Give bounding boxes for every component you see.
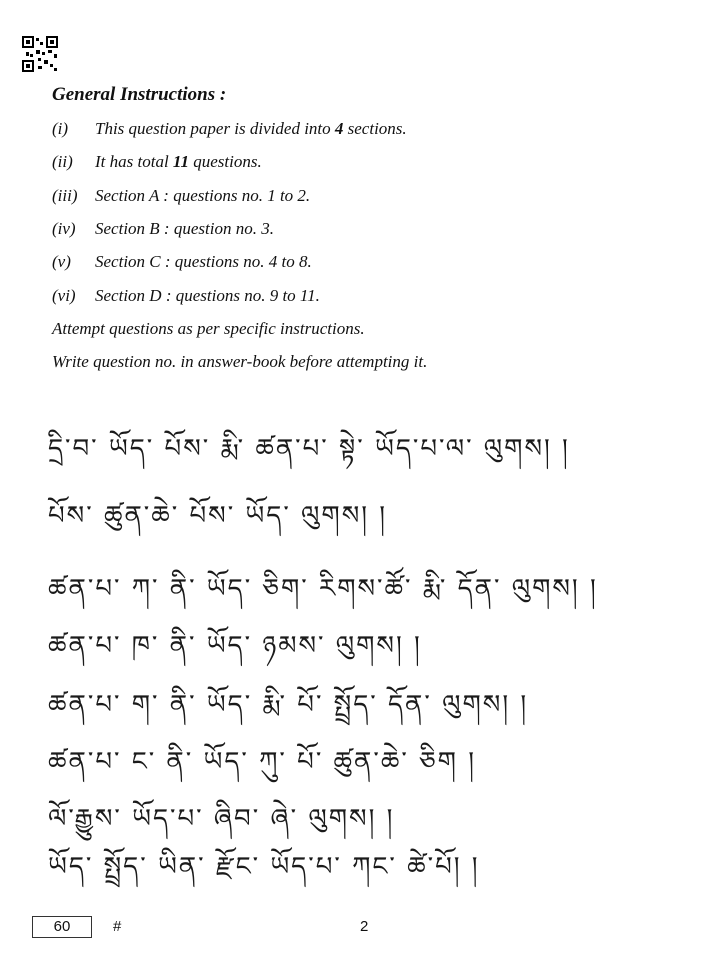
- instruction-item: [52, 219, 274, 239]
- page-number: 2: [360, 918, 369, 935]
- tibetan-instruction-line: པོས་ ཚུན་ཆེ་ པོས་ ཡོད་ ལུགས། །: [48, 501, 388, 531]
- instruction-text: Section B : question no. 3.: [95, 219, 274, 238]
- instruction-number: (vi): [52, 286, 76, 305]
- tibetan-instruction-line: ཚན་པ་ ཀ་ ནི་ ཡོད་ ཅིག་ རིགས་ཚོ་ རྨི་ དོན་ ལུགས། །: [48, 574, 598, 604]
- paper-code-box: 60: [32, 916, 92, 938]
- instruction-text: Section D : questions no. 9 to 11.: [95, 286, 320, 305]
- instruction-item: [52, 186, 310, 206]
- tibetan-instruction-line: ཡོད་ སྤྲོད་ ཡིན་ རྫོང་ ཡོད་པ་ ཀང་ ཚེ་པོ། །: [48, 852, 480, 882]
- tibetan-instruction-line: དྲི་བ་ ཡོད་ པོས་ རྨི་ ཚན་པ་ སྟེ་ ཡོད་པ་ལ་ ལུགས། །: [48, 434, 570, 464]
- instruction-text: Section A : questions no. 1 to 2.: [95, 186, 311, 205]
- qr-code-icon: [22, 36, 58, 72]
- tibetan-instruction-line: ཚན་པ་ ཁ་ ནི་ ཡོད་ ཉམས་ ལུགས། །: [48, 631, 422, 661]
- instruction-bold: 11: [172, 152, 189, 171]
- instruction-number: (ii): [52, 152, 73, 171]
- instruction-number: (iv): [52, 219, 76, 238]
- instruction-bold: 4: [334, 119, 344, 138]
- instruction-number: (iii): [52, 186, 78, 205]
- footer-hash: #: [113, 918, 122, 935]
- instruction-number: (v): [52, 252, 71, 271]
- instruction-item: [52, 286, 320, 306]
- instruction-item: [52, 152, 262, 172]
- general-instructions-heading: General Instructions :: [52, 84, 227, 105]
- instruction-number: (i): [52, 119, 69, 138]
- tibetan-instruction-line: ལོ་རྒྱུས་ ཡོད་པ་ ཞིབ་ ཞེ་ ལུགས། །: [48, 804, 395, 834]
- instruction-note: Attempt questions as per specific instructions.: [52, 319, 365, 338]
- instruction-text-end: sections.: [343, 119, 407, 138]
- instruction-item: [52, 252, 312, 272]
- instruction-text-end: questions.: [188, 152, 262, 171]
- tibetan-instruction-line: ཚན་པ་ ག་ ནི་ ཡོད་ རྨི་ པོ་ སྤྲོད་ དོན་ ལུགས། །: [48, 690, 529, 720]
- instruction-note: Write question no. in answer-book before attempting it.: [52, 352, 428, 371]
- instruction-text: Section C : questions no. 4 to 8.: [95, 252, 312, 271]
- instruction-text: It has total: [95, 152, 173, 171]
- instruction-item: [52, 119, 407, 139]
- instruction-text: This question paper is divided into: [95, 119, 335, 138]
- tibetan-instruction-line: ཚན་པ་ ང་ ནི་ ཡོད་ ཀུ་ པོ་ ཚུན་ཆེ་ ཅིག །: [48, 747, 476, 777]
